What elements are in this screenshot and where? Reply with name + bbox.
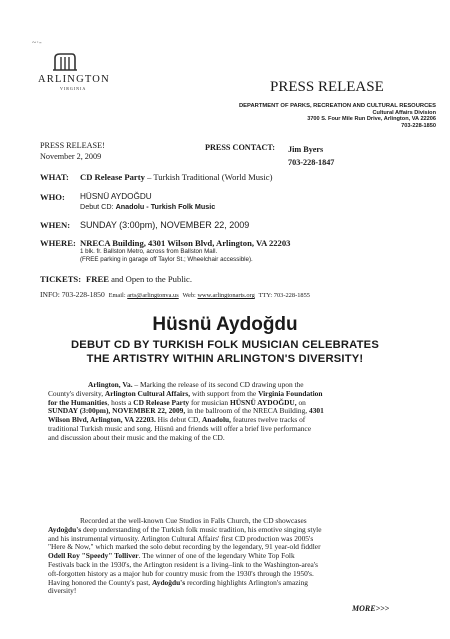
what-value: CD Release Party – Turkish Traditional (World Music) <box>80 172 273 182</box>
phone: 703-228-1850 <box>401 122 436 129</box>
what-label: WHAT: <box>40 172 69 182</box>
email-link[interactable]: arts@arlingtonva.us <box>127 292 179 299</box>
org-sub: VIRGINIA <box>60 86 87 91</box>
body-paragraph-1: Arlington, Va. – Marking the release of its second CD drawing upon the County's diversity, Arlington Cultural Affairs, with support from the Virginia Foundation for the Humanities, hosts a CD Release Party for musician HÜSNÜ AYDOĞDU, on SUNDAY (3:00pm), NOVEMBER 22, 2009, in the ballroom of the NRECA Building, 4301 Wilson Blvd, Arlington, VA 22203. His debut CD, Anadolu, features twelve tracks of traditional Turkish music and song. Hüsnü and friends will offer a brief live performance and discussion about their music and the making of the CD. <box>48 380 324 442</box>
contact-block <box>288 143 334 169</box>
address: 3700 S. Four Mile Run Drive, Arlington, VA 22206 <box>307 116 436 122</box>
doc-type-title: PRESS RELEASE <box>270 79 384 95</box>
release-label: PRESS RELEASE! <box>40 141 105 150</box>
department-block <box>178 103 436 129</box>
who-label: WHO: <box>40 192 65 202</box>
release-date: November 2, 2009 <box>40 152 102 161</box>
contact-label: PRESS CONTACT: <box>205 143 275 152</box>
when-value: SUNDAY (3:00pm), NOVEMBER 22, 2009 <box>80 220 250 230</box>
contact-name: Jim Byers <box>288 145 324 154</box>
where-value: NRECA Building, 4301 Wilson Blvd, Arlington, VA 22203 1 blk. fr. Ballston Metro, across from Ballston Mall. (FREE parking in garage off Taylor St.; Wheelchair accessible). <box>80 238 291 263</box>
pen-mark: ~·- <box>32 38 42 47</box>
headline-sub-2: THE ARTISTRY WITHIN ARLINGTON'S DIVERSITY! <box>86 353 364 365</box>
when-label: WHEN: <box>40 220 71 230</box>
tty: TTY: 703-228-1855 <box>258 292 310 299</box>
tickets-label: TICKETS: <box>40 274 82 284</box>
org-name: ARLINGTON <box>38 74 110 85</box>
division-name: Cultural Affairs Division <box>372 109 436 116</box>
tickets-value: FREE and Open to the Public. <box>86 274 192 284</box>
department-name: DEPARTMENT OF PARKS, RECREATION AND CULTURAL RESOURCES <box>239 103 436 109</box>
headline-sub-1: DEBUT CD BY TURKISH FOLK MUSICIAN CELEBRATES <box>71 339 379 351</box>
release-block <box>40 140 105 162</box>
arlington-logo-icon <box>52 52 78 72</box>
where-note-2: (FREE parking in garage off Taylor St.; Wheelchair accessible). <box>80 255 253 263</box>
where-label: WHERE: <box>40 238 76 248</box>
who-name: HÜSNÜ AYDOĞDU <box>80 192 152 201</box>
more-link[interactable]: MORE>>> <box>352 604 390 613</box>
info-label: INFO: 703-228-1850 <box>40 290 105 299</box>
where-note-1: 1 blk. fr. Ballston Metro, across from Ballston Mall. <box>80 248 218 255</box>
info-line: INFO: 703-228-1850 Email: arts@arlingtonva.us Web: www.arlingtonarts.org TTY: 703-228-1855 <box>40 290 310 299</box>
who-value <box>80 192 215 211</box>
web-link[interactable]: www.arlingtonarts.org <box>197 292 255 299</box>
contact-phone: 703-228-1847 <box>288 158 335 167</box>
headline-title: Hüsnü Aydoğdu <box>152 314 298 335</box>
body-paragraph-2: Recorded at the well-known Cue Studios in Falls Church, the CD showcases Aydoğdu's deep understanding of the Turkish folk music tradition, his emotive singing style and his instrumental virtuosity. Arlington Cultural Affairs' first CD production was 2005's "Here & Now," which marked the solo debut recording by the legendary, 91 year-old fiddler Odell Roy "Speedy" Tolliver. The winner of one of the legendary White Top Folk Festivals back in the 1930's, the Arlington resident is a living–link to the Washington-area's oft-forgotten history as a major hub for country music from the 1930's through the 1950's. Having honored the County's past, Aydoğdu's recording highlights Arlington's amazing diversity! <box>48 516 322 596</box>
who-cd: Debut CD: Anadolu - Turkish Folk Music <box>80 202 216 211</box>
